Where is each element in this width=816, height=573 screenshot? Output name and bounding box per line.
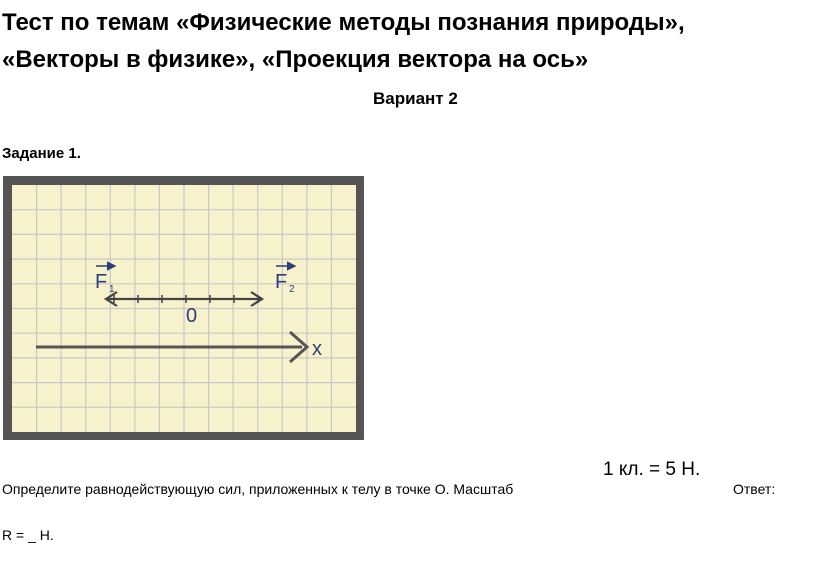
force-f1-label: F <box>95 271 108 293</box>
answer-line: R = _ Н. <box>2 527 54 543</box>
force-f2-label: F <box>275 271 288 293</box>
x-axis-label: x <box>312 338 322 360</box>
variant-heading: Вариант 2 <box>373 89 458 108</box>
title-line-1: Тест по темам «Физические методы познания природы», <box>2 9 685 36</box>
force-f2-subscript: 2 <box>289 284 295 295</box>
task-title: Задание 1. <box>2 145 81 162</box>
answer-label: Ответ: <box>733 481 776 497</box>
title-line-2: «Векторы в физике», «Проекция вектора на ось» <box>2 46 589 73</box>
question-text: Определите равнодействующую сил, приложенных к телу в точке О. Масштаб <box>2 481 514 497</box>
force-diagram <box>2 175 365 441</box>
force-f1-subscript: 1 <box>109 284 115 295</box>
origin-label: 0 <box>186 305 198 327</box>
document-title <box>2 4 812 78</box>
scale-formula: 1 кл. = 5 Н. <box>603 459 701 480</box>
